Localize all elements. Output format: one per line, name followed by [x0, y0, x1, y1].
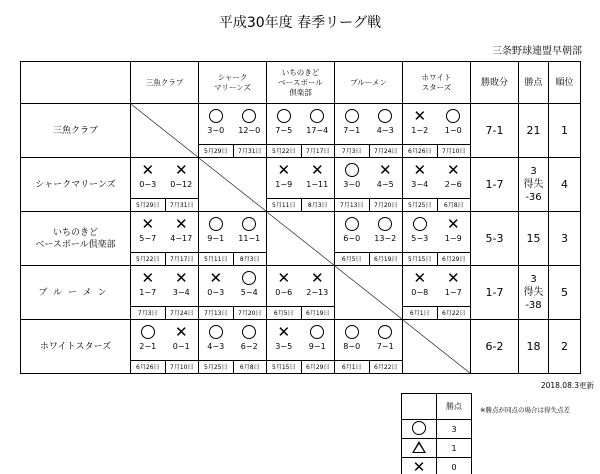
points-value: 18	[519, 320, 549, 374]
game-score: 3−4	[172, 288, 190, 297]
game-score: 1−2	[411, 126, 429, 135]
game-date: 7月20日	[233, 306, 267, 319]
match-cell	[335, 158, 403, 212]
loss-cross-icon: ✕	[413, 161, 427, 179]
game-date: 7月10日	[165, 360, 199, 373]
legend-cross-icon: ✕	[402, 458, 437, 474]
match-cell	[403, 212, 471, 266]
game-score: 5−7	[139, 234, 157, 243]
win-circle-icon	[199, 323, 233, 341]
game-score: 9−1	[207, 234, 225, 243]
game-score: 5−3	[411, 234, 429, 243]
win-circle-icon	[301, 107, 335, 125]
legend-table	[401, 393, 472, 474]
game-score: 4−17	[170, 234, 193, 243]
game-score: 0−8	[411, 288, 429, 297]
game-result	[403, 266, 437, 319]
game-score: 0−3	[207, 288, 225, 297]
game-score: 4−3	[376, 126, 394, 135]
game-date: 8月3日	[233, 252, 267, 265]
team-row	[21, 266, 581, 320]
game-score: 3−4	[411, 180, 429, 189]
game-score: 1−7	[444, 288, 462, 297]
game-result	[301, 320, 335, 373]
game-date: 6月5日	[267, 306, 301, 319]
game-score: 0−3	[139, 180, 157, 189]
win-circle-icon	[369, 215, 403, 233]
game-score: 3−0	[343, 180, 361, 189]
game-result	[335, 212, 369, 265]
match-cell	[199, 266, 267, 320]
game-date: 7月13日	[335, 198, 369, 211]
match-cell	[267, 320, 335, 374]
match-cell	[131, 212, 199, 266]
rank-value: 5	[549, 266, 581, 320]
loss-cross-icon: ✕	[174, 323, 188, 341]
loss-cross-icon: ✕	[413, 269, 427, 287]
game-result	[131, 320, 165, 373]
game-date: 6月8日	[437, 198, 471, 211]
match-cell	[335, 320, 403, 374]
league-table	[20, 61, 581, 374]
header-row	[21, 62, 581, 104]
game-result	[131, 266, 165, 319]
game-score: 4−3	[207, 342, 225, 351]
loss-cross-icon: ✕	[277, 323, 291, 341]
rank-value: 2	[549, 320, 581, 374]
win-circle-icon	[335, 161, 369, 179]
game-result	[267, 266, 301, 319]
record-value: 6-2	[471, 320, 519, 374]
loss-cross-icon: ✕	[310, 269, 324, 287]
win-circle-icon	[233, 269, 267, 287]
loss-cross-icon: ✕	[446, 161, 460, 179]
legend-circle-icon	[402, 420, 437, 439]
legend-note: ※勝点が同点の場合は得失点差	[480, 406, 570, 414]
loss-cross-icon: ✕	[141, 215, 155, 233]
game-result	[267, 320, 301, 373]
win-circle-icon	[369, 107, 403, 125]
game-score: 0−6	[275, 288, 293, 297]
game-result	[301, 104, 335, 157]
game-date: 8月3日	[301, 198, 335, 211]
loss-cross-icon: ✕	[310, 161, 324, 179]
col-team-3: いちのきど ベースボール 倶楽部	[267, 62, 335, 104]
game-result	[437, 266, 471, 319]
match-cell	[267, 266, 335, 320]
game-score: 17−4	[306, 126, 329, 135]
self-match-cell	[403, 320, 471, 374]
game-score: 11−1	[238, 234, 261, 243]
game-date: 5月29日	[199, 144, 233, 157]
points-value: 3 得失 -38	[519, 266, 549, 320]
win-circle-icon	[199, 215, 233, 233]
legend-triangle-points: 1	[437, 439, 472, 458]
col-points: 勝点	[519, 62, 549, 104]
points-value: 3 得失 -36	[519, 158, 549, 212]
win-circle-icon	[301, 323, 335, 341]
loss-cross-icon: ✕	[378, 161, 392, 179]
win-circle-icon	[267, 107, 301, 125]
game-score: 3−0	[207, 126, 225, 135]
legend-cross-points: 0	[437, 458, 472, 474]
col-rank: 順位	[549, 62, 581, 104]
record-value: 7-1	[471, 104, 519, 158]
game-score: 12−0	[238, 126, 261, 135]
game-score: 13−2	[374, 234, 397, 243]
self-match-cell	[131, 104, 199, 158]
game-result	[267, 158, 301, 211]
game-result	[335, 320, 369, 373]
record-value: 1-7	[471, 266, 519, 320]
loss-cross-icon: ✕	[277, 269, 291, 287]
team-name: 三魚クラブ	[21, 104, 131, 158]
match-cell	[403, 104, 471, 158]
col-team-2: シャーク マリーンズ	[199, 62, 267, 104]
game-result	[233, 104, 267, 157]
game-result	[403, 212, 437, 265]
game-result	[165, 158, 199, 211]
game-score: 1−7	[139, 288, 157, 297]
game-result	[233, 212, 267, 265]
match-cell	[199, 320, 267, 374]
record-value: 1-7	[471, 158, 519, 212]
game-score: 2−6	[444, 180, 462, 189]
win-circle-icon	[131, 323, 165, 341]
game-result	[301, 158, 335, 211]
loss-cross-icon: ✕	[413, 107, 427, 125]
col-team-4: ブルーメン	[335, 62, 403, 104]
game-date: 7月24日	[369, 144, 403, 157]
game-score: 7−1	[343, 126, 361, 135]
team-row	[21, 104, 581, 158]
game-date: 7月3日	[131, 306, 165, 319]
match-cell	[267, 104, 335, 158]
game-result	[369, 320, 403, 373]
game-result	[233, 320, 267, 373]
game-score: 2−13	[306, 288, 329, 297]
page-title: 平成30年度 春季リーグ戦	[218, 15, 382, 31]
game-score: 2−1	[139, 342, 157, 351]
col-team-1: 三魚クラブ	[131, 62, 199, 104]
updated-date: 2018.08.3更新	[540, 381, 594, 390]
loss-cross-icon: ✕	[174, 161, 188, 179]
game-result	[369, 104, 403, 157]
win-circle-icon	[335, 215, 369, 233]
win-circle-icon	[403, 215, 437, 233]
loss-cross-icon: ✕	[141, 161, 155, 179]
game-result	[165, 320, 199, 373]
game-result	[131, 212, 165, 265]
game-score: 1−11	[306, 180, 329, 189]
points-value: 15	[519, 212, 549, 266]
game-date: 6月22日	[369, 360, 403, 373]
game-score: 0−12	[170, 180, 193, 189]
game-result	[199, 320, 233, 373]
game-score: 6−0	[343, 234, 361, 243]
game-score: 8−0	[343, 342, 361, 351]
game-date: 7月20日	[369, 198, 403, 211]
win-circle-icon	[335, 323, 369, 341]
match-cell	[335, 212, 403, 266]
game-result	[437, 158, 471, 211]
game-score: 1−0	[444, 126, 462, 135]
game-date: 6月29日	[437, 252, 471, 265]
match-cell	[131, 320, 199, 374]
game-result	[437, 104, 471, 157]
team-row	[21, 320, 581, 374]
match-cell	[267, 158, 335, 212]
game-date: 6月22日	[437, 306, 471, 319]
game-score: 0−1	[172, 342, 190, 351]
team-row	[21, 158, 581, 212]
legend-triangle-icon	[402, 439, 437, 458]
match-cell	[199, 104, 267, 158]
win-circle-icon	[233, 215, 267, 233]
legend-corner	[402, 394, 437, 420]
rank-value: 4	[549, 158, 581, 212]
game-date: 5月11日	[199, 252, 233, 265]
loss-cross-icon: ✕	[277, 161, 291, 179]
self-match-cell	[199, 158, 267, 212]
win-circle-icon	[437, 107, 471, 125]
points-value: 21	[519, 104, 549, 158]
rank-value: 3	[549, 212, 581, 266]
game-result	[369, 158, 403, 211]
team-name: いちのきど ベースボール倶楽部	[21, 212, 131, 266]
team-name: シャークマリーンズ	[21, 158, 131, 212]
match-cell	[335, 104, 403, 158]
loss-cross-icon: ✕	[174, 215, 188, 233]
game-result	[199, 104, 233, 157]
game-result	[199, 266, 233, 319]
game-date: 7月24日	[165, 306, 199, 319]
organizer-label: 三条野球連盟早朝部	[492, 46, 582, 57]
game-date: 7月31日	[233, 144, 267, 157]
rank-value: 1	[549, 104, 581, 158]
game-date: 6月26日	[131, 360, 165, 373]
loss-cross-icon: ✕	[446, 215, 460, 233]
game-result	[131, 158, 165, 211]
match-cell	[403, 158, 471, 212]
game-score: 6−2	[240, 342, 258, 351]
win-circle-icon	[369, 323, 403, 341]
win-circle-icon	[233, 107, 267, 125]
game-date: 5月15日	[403, 252, 437, 265]
game-date: 6月8日	[233, 360, 267, 373]
game-date: 5月25日	[199, 360, 233, 373]
game-date: 7月3日	[335, 144, 369, 157]
col-team-5: ホワイト スターズ	[403, 62, 471, 104]
game-result	[301, 266, 335, 319]
game-result	[233, 266, 267, 319]
match-cell	[131, 158, 199, 212]
game-result	[403, 158, 437, 211]
match-cell	[131, 266, 199, 320]
game-date: 6月1日	[335, 360, 369, 373]
game-result	[199, 212, 233, 265]
legend-header: 勝点	[437, 394, 472, 420]
game-score: 7−1	[376, 342, 394, 351]
game-date: 5月11日	[267, 198, 301, 211]
game-date: 6月19日	[301, 306, 335, 319]
game-result	[437, 212, 471, 265]
win-circle-icon	[233, 323, 267, 341]
game-date: 5月22日	[131, 252, 165, 265]
loss-cross-icon: ✕	[209, 269, 223, 287]
match-cell	[403, 266, 471, 320]
loss-cross-icon: ✕	[446, 269, 460, 287]
game-date: 6月19日	[369, 252, 403, 265]
game-date: 6月5日	[335, 252, 369, 265]
game-result	[335, 104, 369, 157]
game-result	[267, 104, 301, 157]
game-score: 1−9	[275, 180, 293, 189]
game-result	[403, 104, 437, 157]
team-row	[21, 212, 581, 266]
game-score: 7−5	[275, 126, 293, 135]
game-date: 6月1日	[403, 306, 437, 319]
game-date: 6月29日	[301, 360, 335, 373]
team-name: ブルーメン	[21, 266, 131, 320]
game-result	[369, 212, 403, 265]
col-record: 勝敗分	[471, 62, 519, 104]
self-match-cell	[335, 266, 403, 320]
game-date: 7月17日	[165, 252, 199, 265]
game-date: 5月29日	[131, 198, 165, 211]
win-circle-icon	[335, 107, 369, 125]
game-date: 7月13日	[199, 306, 233, 319]
game-date: 5月22日	[267, 144, 301, 157]
team-name: ホワイトスターズ	[21, 320, 131, 374]
match-cell	[199, 212, 267, 266]
game-score: 9−1	[308, 342, 326, 351]
game-date: 6月26日	[403, 144, 437, 157]
game-result	[165, 212, 199, 265]
loss-cross-icon: ✕	[174, 269, 188, 287]
game-score: 5−4	[240, 288, 258, 297]
game-score: 1−9	[444, 234, 462, 243]
game-date: 7月10日	[437, 144, 471, 157]
game-date: 7月31日	[165, 198, 199, 211]
game-score: 3−5	[275, 342, 293, 351]
legend-circle-points: 3	[437, 420, 472, 439]
win-circle-icon	[199, 107, 233, 125]
corner-cell	[21, 62, 131, 104]
game-score: 4−5	[376, 180, 394, 189]
loss-cross-icon: ✕	[141, 269, 155, 287]
game-result	[335, 158, 369, 211]
game-date: 5月25日	[403, 198, 437, 211]
game-result	[165, 266, 199, 319]
game-date: 7月17日	[301, 144, 335, 157]
self-match-cell	[267, 212, 335, 266]
record-value: 5-3	[471, 212, 519, 266]
game-date: 5月15日	[267, 360, 301, 373]
